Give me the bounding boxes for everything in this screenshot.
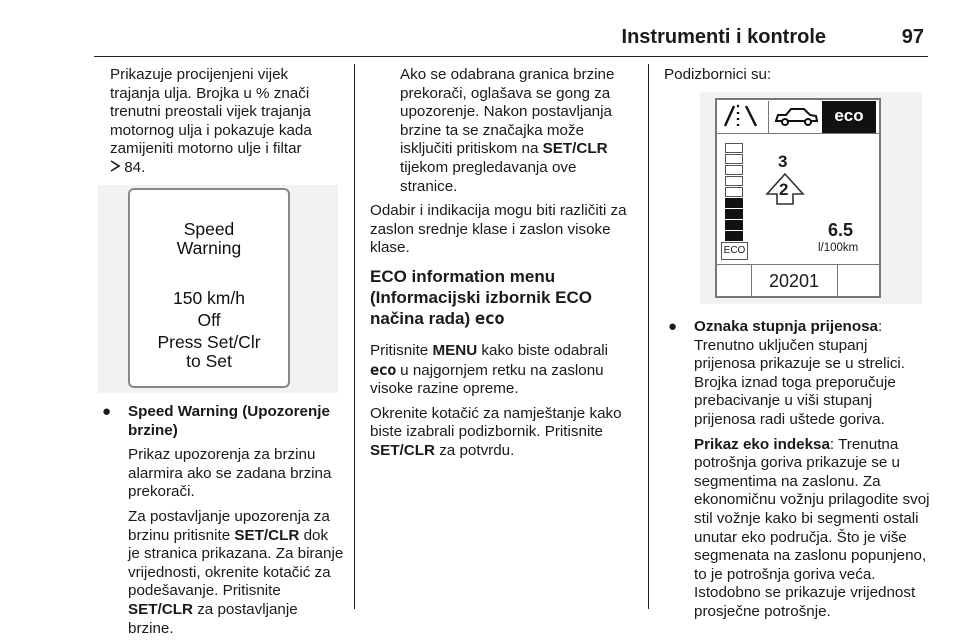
paragraph [694,318,930,430]
eco-segment [725,176,743,186]
paragraph: Prikaz upozorenja za brzinu alarmira ako se zadana brzina prekorači. [128,446,332,501]
page-reference[interactable] [110,159,344,178]
display-text: Speed [183,219,235,239]
text-run: Pritisnite [370,341,433,359]
oil-life-paragraph [98,66,344,178]
text-run: tijekom pregledavanja ove stranice. [400,158,577,195]
column-3-lower [664,318,930,628]
paragraph [370,342,638,399]
display-text: Off [197,310,221,330]
column-1-lower [98,403,344,644]
display-text: Warning [176,238,242,258]
eco-segment [725,187,743,197]
text-line: zamijeniti motorno ulje i filtar [110,140,302,158]
eco-segment-filled [725,220,743,230]
current-gear: 2 [779,180,789,199]
odometer-bar [717,264,879,297]
paragraph [370,66,638,196]
text-run: kako biste odabrali [477,341,609,359]
eco-segment-filled [725,209,743,219]
paragraph [370,405,638,461]
bullet-dot-icon: ● [102,403,112,420]
paragraph: Odabir i indikacija mogu biti različiti za zaslon srednje klase i zaslon visoke klase. [370,202,627,257]
running-header-title: Instrumenti i kontrole [621,26,826,48]
section-heading [370,266,638,330]
column-3 [664,66,930,91]
column-2 [370,66,638,467]
text-run: Za postavljanje upozorenja za brzinu pritisnite [128,507,330,544]
column-divider-2 [648,64,649,609]
eco-segment [725,154,743,164]
key-label: SET/CLR [542,140,608,158]
car-icon [772,106,820,128]
heading-text: ECO information menu (Informacijski izbornik ECO načina rada) [370,266,592,328]
eco-tab-badge: eco [822,101,876,133]
text-run: : Trenutno uključen stupanj prijenosa prikazuje se u strelici. Brojka iznad toga preporučuje prebacivanje u viši stupanj prijenosa radi uštede goriva. [694,318,906,428]
tab-divider [768,101,769,133]
eco-segment [725,165,743,175]
speed-warning-figure [98,185,338,393]
text-line: trajanja ulja. Brojka u % znači [110,84,310,102]
eco-symbol-icon: eco [474,308,505,329]
reference-page: 84. [124,158,146,176]
page-number: 97 [901,26,924,48]
paragraph: Podizbornici su: [664,66,772,83]
paragraph [694,436,930,622]
key-label: MENU [432,341,478,359]
bullet-title: Oznaka stupnja prijenosa [694,318,878,335]
average-consumption: 6.5 [828,220,854,240]
text-run: za postavljanje brzine. [128,600,298,637]
text-run: Okrenite kotačić za namještanje kako biste izabrali podizbornik. Pritisnite [370,404,622,441]
text-line: trenutni preostali vijek trajanja [110,103,311,121]
bullet-gear-indicator [664,318,930,622]
sub-title: Prikaz eko indeksa [694,435,830,453]
header-rule [94,56,928,57]
column-divider-1 [354,64,355,609]
text-line: motornog ulja i pokazuje kada [110,121,312,139]
display-rule [717,133,879,134]
column-1 [98,66,344,178]
text-run: u najgornjem retku na zaslonu visoke razine opreme. [370,361,604,398]
recommended-gear: 3 [778,152,788,171]
eco-symbol-icon: eco [370,360,396,379]
bullet-title: Speed Warning (Upozorenje brzine) [128,403,330,439]
key-label: SET/CLR [370,441,435,459]
key-label: SET/CLR [234,526,300,544]
road-lanes-icon [722,104,766,128]
key-label: SET/CLR [128,600,193,618]
bullet-dot-icon: ● [668,318,678,335]
text-line: Prikazuje procijenjeni vijek [110,66,289,83]
display-text: 150 km/h [173,288,245,308]
text-run: Ako se odabrana granica brzine prekorači, oglašava se gong za upozorenje. Nakon postavljanja brzine ta se značajka može isključiti pritiskom na [400,66,615,158]
paragraph [128,508,344,638]
bullet-speed-warning [98,403,344,638]
odometer-cell [717,265,752,297]
reference-arrow-icon [110,159,124,176]
text-run: dok je stranica prikazana. Za biranje vrijednosti, okrenite kotačić za podešavanje. Pritisnite [128,526,344,600]
consumption-unit: l/100km [818,242,859,254]
text-run: : Trenutna potrošnja goriva prikazuje se u segmentima na zaslonu. Za ekonomičnu vožnju prilagodite svoj stil vožnje kako bi segmenti ostali unutar eko područja. Što je više segmenata na zaslonu popunjeno, to je potrošnja goriva veća. Istodobno se prikazuje vrijednost prosječne potrošnje. [694,435,930,620]
eco-zone-label: ECO [721,242,748,260]
eco-segment [725,143,743,153]
eco-display-figure [700,92,922,304]
eco-segment-filled [725,198,743,208]
text-run: za potvrdu. [434,441,515,459]
display-text: to Set [186,351,232,371]
odometer-value: 20201 [768,271,820,291]
eco-segment-filled [725,231,743,241]
display-text: Press Set/Clr [157,332,261,352]
